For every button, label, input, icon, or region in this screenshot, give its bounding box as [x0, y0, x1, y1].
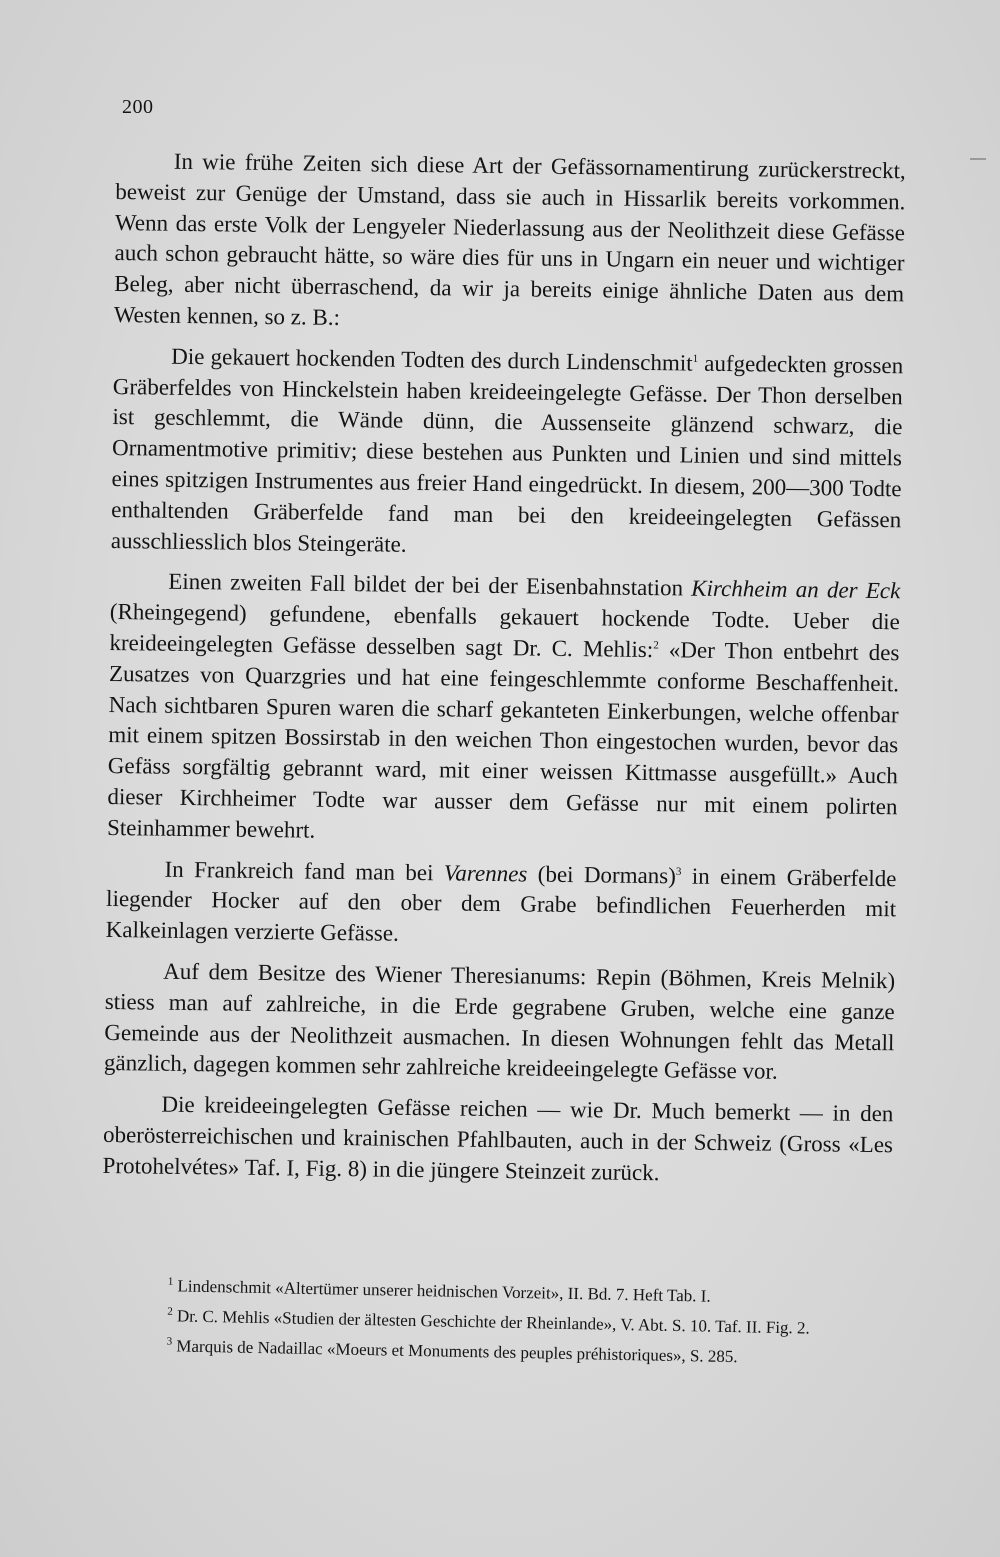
paragraph-hinckelstein: Die gekauert hockenden Todten des durch Lindenschmit$^1$ aufgedeckten grossen Gräberfeldes von Hinckelstein haben kreideeingelegte Gefässe. Der Thon derselben ist geschlemmt, die Wände dünn, die Aussenseite glänzend schwarz, die Ornamentmotive primitiv; diese bestehen aus Punkten und Linien und sind mittels eines spitzigen Instrumentes aus freier Hand eingedrückt. In diesem, 200—300 Todte enthaltenden Gräberfelde fand man bei den kreideeingelegten Gefässen ausschliesslich blos Steingeräte. [110, 343, 904, 557]
place-kirchheim: Kirchheim an der Eck [691, 575, 901, 604]
body-text [102, 146, 905, 1192]
footnote-1: $^1$ Lindenschmit «Altertümer unserer heidnischen Vorzeit», II. Bd. 7. Heft Tab. I. [167, 1275, 711, 1306]
paragraph-hissarlik: In wie frühe Zeiten sich diese Art der Gefässornamentirung zurückerstreckt, beweist zur Genüge der Umstand, dass sie auch in Hissarlik bereits vorkommen. Wenn das erste Volk der Lengyeler Niederlassung aus der Neolithzeit diese Gefässe auch schon gebraucht hätte, so wäre dies für uns in Ungarn ein neuer und wichtiger Beleg, aber nicht überraschend, da wir ja bereits einige ähnliche Daten aus dem Westen kennen, so z. B.: [113, 148, 906, 330]
footnote-2: $^2$ Dr. C. Mehlis «Studien der ältesten Geschichte der Rheinlande», V. Abt. S. 10. Taf. II. Fig. 2. [167, 1305, 810, 1338]
footnote-3: $^3$ Marquis de Nadaillac «Moeurs et Monuments des peuples préhistoriques», S. 285. [166, 1335, 738, 1367]
page-number: 200 [122, 96, 154, 118]
paragraph-pfahlbauten: Die kreideeingelegten Gefässe reichen — wie Dr. Much bemerkt — in den oberösterreichischen und krainischen Pfahlbauten, auch in der Schweiz (Gross «Les Protohelvétes» Taf. I, Fig. 8) in die jüngere Steinzeit zurück. [102, 1091, 894, 1185]
paragraph-kirchheim: Einen zweiten Fall bildet der bei der Eisenbahnstation Kirchheim an der Eck (Rheingegend) gefundene, ebenfalls gekauert hockende Todte. Ueber die kreideeingelegten Gefässe desselben sagt Dr. C. Mehlis:$^2$ «Der Thon entbehrt des Zusatzes von Quarzgries und hat eine feingeschlemmte conforme Beschaffenheit. Nach sichtbaren Spuren waren die scharf gekanteten Einkerbungen, welche offenbar mit einem spitzen Bossirstab in den weichen Thon eingestochen wurden, bevor das Gefäss sorgfältig gebrannt ward, mit einer weissen Kittmasse ausgefüllt.» Auch dieser Kirchheimer Todte war ausser dem Gefässe nur mit einem polirten Steinhammer bewehrt. [106, 569, 901, 843]
footnote-ref-2: 2 [653, 639, 659, 652]
paragraph-theresianum: Auf dem Besitze des Wiener Theresianums: Repin (Böhmen, Kreis Melnik) stiess man auf zahlreiche, in die Erde gegrabene Gruben, welche eine ganze Gemeinde aus der Neolithzeit ausmachen. In diesen Wohnungen fehlt das Metall gänzlich, dagegen kommen sehr zahlreiche kreideeingelegte Gefässe vor. [103, 958, 896, 1085]
footnote-ref-3: 3 [675, 865, 682, 878]
footnotes [102, 1274, 900, 1379]
footnote-ref-1: 1 [692, 352, 699, 365]
place-varennes: Varennes [443, 859, 528, 886]
page-edge-mark [970, 158, 986, 160]
paragraph-varennes: In Frankreich fand man bei Varennes (bei Dormans)$^3$ in einem Gräberfelde liegender Hocker auf den ober dem Grabe befindlichen Feuerherden mit Kalkeinlagen verzierte Gefässe. [105, 856, 897, 946]
